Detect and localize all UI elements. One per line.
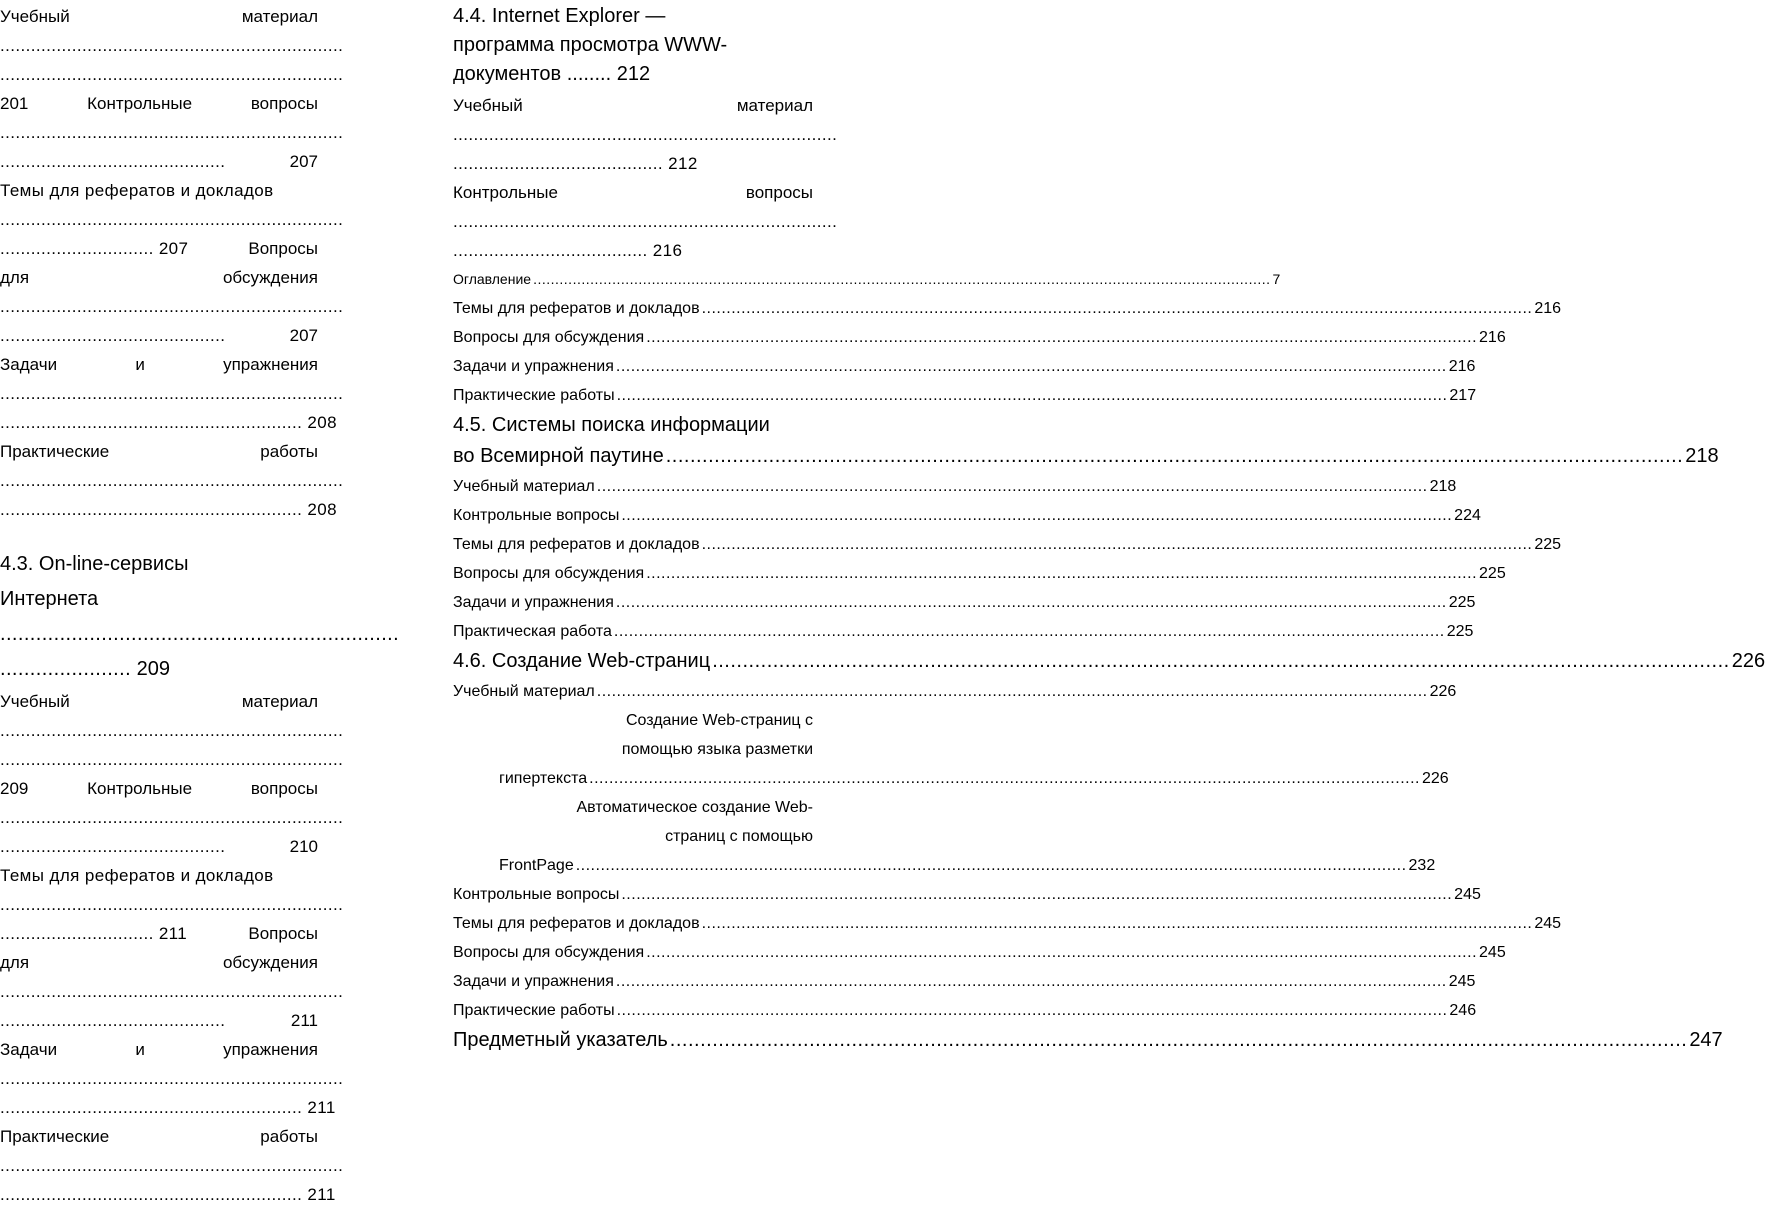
dot-leader: ............................................ [0, 152, 226, 171]
page-number: 226 [1731, 650, 1765, 672]
toc-line [0, 321, 318, 350]
toc-line [0, 1122, 318, 1151]
toc-entry [453, 472, 1457, 501]
page-number: 225 [1534, 536, 1562, 553]
toc-text: Практические [0, 1127, 110, 1146]
section-heading: во Всемирной паутине [453, 445, 664, 467]
toc-text: Контрольные [453, 183, 558, 202]
section-heading: 4.6. Создание Web-страниц [453, 650, 711, 672]
dot-leader: ................................................................... [0, 65, 344, 84]
section-heading: Интернета [0, 588, 99, 610]
toc-text: вопросы [745, 183, 813, 202]
toc-entry-title: Темы для рефератов и докладов [453, 300, 700, 317]
page-number: 245 [1479, 944, 1506, 961]
dot-leader [616, 352, 1447, 381]
dot-leader: .............................. 207 [0, 239, 189, 258]
toc-entry-title: Практические работы [453, 387, 615, 404]
dot-leader: ........................................................... [0, 500, 303, 519]
section-heading: 4.4. Internet Explorer — [453, 5, 666, 27]
toc-line [0, 687, 318, 716]
toc-entry [453, 530, 1562, 559]
dot-leader: ........................................................... [0, 413, 303, 432]
toc-entry [453, 559, 1506, 588]
toc-entry [453, 617, 1474, 646]
dot-leader: ............................................ [0, 837, 226, 856]
toc-text: материал [736, 96, 813, 115]
page-number: 201 [0, 94, 29, 113]
section-heading: 4.5. Системы поиска информации [453, 414, 770, 436]
page-number: 226 [1429, 683, 1457, 700]
toc-line [0, 774, 318, 803]
toc-text: Вопросы [248, 924, 318, 943]
dot-leader: ................................................................... [0, 750, 344, 769]
toc-line [0, 437, 318, 466]
page-number: 208 [307, 500, 337, 519]
toc-entry [453, 764, 1449, 793]
dot-leader: ................................................................... [0, 36, 344, 55]
toc-subentry-line: страниц с помощью [665, 828, 813, 845]
toc-entry [453, 265, 1281, 294]
page-number: 211 [290, 1011, 318, 1030]
toc-text: обсуждения [222, 953, 318, 972]
dot-leader: ................................................................... [0, 721, 344, 740]
toc-text: материал [241, 7, 318, 26]
page-number: 211 [307, 1185, 336, 1204]
toc-line [453, 91, 813, 120]
dot-leader: ................................................................... [0, 1156, 344, 1175]
toc-entry [453, 352, 1476, 381]
toc-subentry-line: Автоматическое создание Web- [576, 799, 813, 816]
page-number: 210 [289, 837, 318, 856]
page-number: 226 [1421, 770, 1449, 787]
toc-text: и [135, 355, 145, 374]
toc-entry-title: Практическая работа [453, 623, 612, 640]
dot-leader: .............................. 211 [0, 924, 188, 943]
section-heading: документов ........ 212 [453, 63, 651, 85]
toc-text: Учебный [453, 96, 523, 115]
toc-entry-title: Вопросы для обсуждения [453, 944, 645, 961]
dot-leader: ................................................................... [0, 471, 344, 490]
toc-line [0, 408, 337, 437]
dot-leader: ............................................ [0, 326, 226, 345]
page-number: 217 [1449, 387, 1477, 404]
toc-text: и [135, 1040, 145, 1059]
toc-right-column [453, 2, 1765, 1056]
toc-line [0, 1006, 318, 1035]
toc-text: вопросы [250, 779, 318, 798]
dot-leader: ........................................................................... [453, 212, 838, 231]
page-number: 245 [1534, 915, 1562, 932]
toc-left-column [0, 2, 400, 1209]
toc-entry [453, 501, 1481, 530]
toc-text: работы [260, 1127, 318, 1146]
toc-line [0, 263, 318, 292]
toc-entry-title: Вопросы для обсуждения [453, 565, 645, 582]
toc-entry-title: Задачи и упражнения [453, 594, 614, 611]
page-number: 216 [1534, 300, 1562, 317]
toc-entry-title: Темы для рефератов и докладов [453, 915, 700, 932]
toc-text: Темы для рефератов и докладов [0, 866, 274, 885]
page-number: 245 [1448, 973, 1476, 990]
toc-text: Учебный [0, 692, 70, 711]
dot-leader [621, 880, 1452, 909]
page-number: 207 [158, 239, 189, 258]
toc-entry [453, 938, 1506, 967]
toc-line [0, 350, 318, 379]
dot-leader: ................................................................... [0, 1069, 344, 1088]
toc-entry [453, 381, 1477, 410]
toc-line [0, 919, 318, 948]
toc-entry [453, 851, 1436, 880]
toc-text: Темы для рефератов и докладов [0, 181, 274, 200]
index-heading: Предметный указатель [453, 1029, 668, 1051]
toc-text: для [0, 953, 30, 972]
dot-leader: ................................................................... [0, 123, 344, 142]
dot-leader: ......................................... 212 [453, 154, 698, 173]
toc-text: Контрольные [87, 779, 193, 798]
toc-entry [453, 996, 1477, 1025]
dot-leader: ................................................................... [0, 297, 344, 316]
dot-leader [702, 909, 1533, 938]
toc-line [0, 948, 318, 977]
dot-leader [597, 677, 1428, 706]
dot-leader [576, 851, 1407, 880]
page-number: 207 [289, 152, 318, 171]
toc-line [0, 234, 318, 263]
toc-text: Задачи [0, 355, 58, 374]
page-number: 225 [1448, 594, 1476, 611]
toc-entry [453, 677, 1457, 706]
toc-text: обсуждения [222, 268, 318, 287]
page-number: 225 [1479, 565, 1506, 582]
page-number: 218 [1429, 478, 1457, 495]
toc-line [0, 89, 318, 118]
page-number: 209 [0, 779, 29, 798]
dot-leader: ................................................................... [0, 623, 400, 645]
toc-text: Задачи [0, 1040, 58, 1059]
page-number: 7 [1272, 271, 1281, 287]
dot-leader [614, 617, 1445, 646]
dot-leader [616, 588, 1447, 617]
page-number: 218 [1685, 445, 1719, 467]
dot-leader: ...................... [0, 658, 132, 680]
toc-entry-title: FrontPage [499, 857, 574, 874]
section-heading: программа просмотра WWW- [453, 34, 728, 56]
toc-entry [453, 880, 1481, 909]
section-heading: 4.3. On-line-сервисы [0, 553, 189, 575]
dot-leader: ................................................................... [0, 982, 344, 1001]
toc-entry-title: Темы для рефератов и докладов [453, 536, 700, 553]
toc-line [0, 652, 318, 687]
dot-leader [712, 646, 1730, 677]
dot-leader: ........................................................... [0, 1185, 303, 1204]
page-number: 224 [1454, 507, 1481, 524]
toc-entry-title: гипертекста [499, 770, 588, 787]
toc-entry-title: Учебный материал [453, 683, 595, 700]
toc-entry-title: Практические работы [453, 1002, 615, 1019]
toc-line [0, 1035, 318, 1064]
dot-leader [702, 294, 1533, 323]
toc-line [0, 1093, 336, 1122]
toc-text: вопросы [250, 94, 318, 113]
dot-leader [702, 530, 1533, 559]
toc-text: материал [241, 692, 318, 711]
dot-leader [617, 996, 1448, 1025]
dot-leader: ................................................................... [0, 384, 344, 403]
toc-entry-title: Контрольные вопросы [453, 886, 620, 903]
page-number: 225 [1446, 623, 1474, 640]
page-number: 232 [1408, 857, 1436, 874]
dot-leader [589, 764, 1420, 793]
toc-line [453, 178, 813, 207]
dot-leader [646, 938, 1477, 967]
toc-entry [453, 967, 1476, 996]
toc-text: упражнения [223, 1040, 318, 1059]
page-number: 245 [1454, 886, 1481, 903]
dot-leader [621, 501, 1452, 530]
dot-leader: ................................................................... [0, 808, 344, 827]
page-number: 211 [307, 1098, 336, 1117]
toc-subentry-line: Создание Web-страниц с [625, 712, 813, 729]
toc-text: Контрольные [87, 94, 193, 113]
toc-line [0, 832, 318, 861]
page-number: 247 [1689, 1029, 1723, 1051]
dot-leader: ............................................ [0, 1011, 226, 1030]
toc-line [0, 1180, 336, 1209]
toc-line [0, 147, 318, 176]
toc-entry-title: Контрольные вопросы [453, 507, 620, 524]
toc-entry [453, 1025, 1723, 1056]
page-number: 216 [1479, 329, 1506, 346]
page-number: 211 [158, 924, 188, 943]
page-number: 216 [1448, 358, 1476, 375]
toc-entry [453, 646, 1765, 677]
toc-line [0, 495, 337, 524]
dot-leader: ...................................... 216 [453, 241, 683, 260]
page-number: 208 [307, 413, 337, 432]
toc-entry [453, 294, 1562, 323]
dot-leader: ........................................................... [0, 1098, 303, 1117]
toc-entry-title: Оглавление [453, 271, 532, 287]
dot-leader [533, 265, 1270, 294]
toc-text: Практические [0, 442, 110, 461]
toc-entry-title: Задачи и упражнения [453, 358, 614, 375]
page-number: 209 [136, 658, 170, 680]
toc-entry-title: Задачи и упражнения [453, 973, 614, 990]
dot-leader [616, 967, 1447, 996]
toc-text: упражнения [223, 355, 318, 374]
toc-text: Учебный [0, 7, 70, 26]
toc-text: для [0, 268, 30, 287]
dot-leader [597, 472, 1428, 501]
dot-leader [670, 1025, 1688, 1056]
dot-leader: ................................................................... [0, 210, 344, 229]
dot-leader: ................................................................... [0, 895, 344, 914]
dot-leader: ........................................................................... [453, 125, 838, 144]
toc-entry [453, 323, 1506, 352]
toc-entry-title: Вопросы для обсуждения [453, 329, 645, 346]
toc-subentry-line: помощью языка разметки [621, 741, 813, 758]
toc-entry [453, 909, 1562, 938]
dot-leader [666, 441, 1684, 472]
page-number: 207 [289, 326, 318, 345]
dot-leader [646, 323, 1477, 352]
toc-line [0, 2, 318, 31]
toc-entry-title: Учебный материал [453, 478, 595, 495]
toc-text: Вопросы [248, 239, 318, 258]
toc-entry [453, 441, 1719, 472]
toc-entry [453, 588, 1476, 617]
toc-text: работы [260, 442, 318, 461]
dot-leader [646, 559, 1477, 588]
page-number: 246 [1449, 1002, 1477, 1019]
dot-leader [617, 381, 1448, 410]
